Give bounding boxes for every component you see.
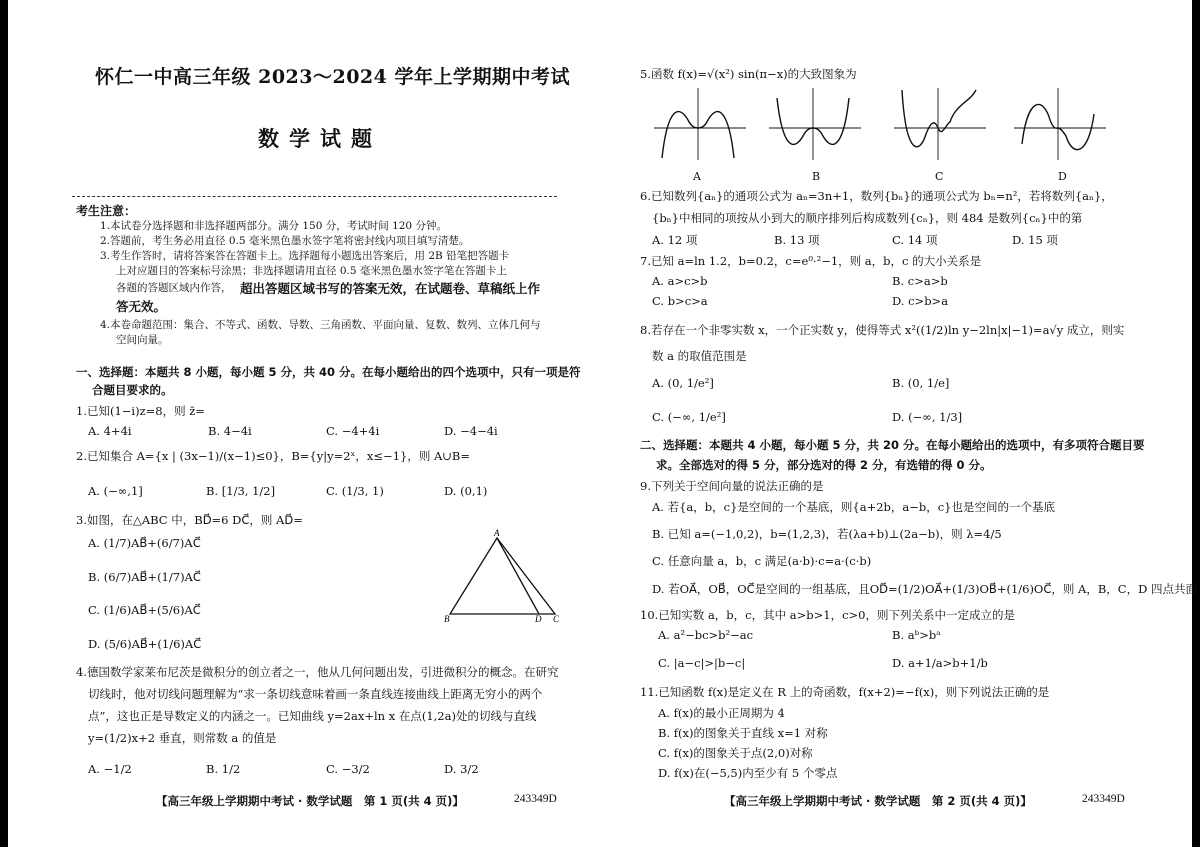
question-8: 8.若存在一个非零实数 x，一个正实数 y，使得等式 x²((1/2)ln y−2ln|x|−1)=a√y 成立，则实	[640, 323, 1125, 337]
page-2	[600, 0, 1200, 847]
graph-option-c	[890, 84, 990, 162]
notice-item: 上对应题目的答案标号涂黑；非选择题请用直径 0.5 毫米黑色墨水签字笔在答题卡上	[116, 265, 507, 277]
option-a: A. 4+4i	[88, 424, 132, 438]
option-b: B. 已知 a=(−1,0,2)，b=(1,2,3)，若(λa+b)⊥(2a−b)，则 λ=4/5	[652, 527, 1002, 541]
option-d: D. 15 项	[1012, 233, 1058, 247]
vertex-label-b: B	[444, 614, 450, 623]
question-11: 11.已知函数 f(x)是定义在 R 上的奇函数，f(x+2)=−f(x)，则下列说法正确的是	[640, 685, 1050, 699]
option-d: D. (−∞, 1/3]	[892, 410, 963, 424]
option-d: D. 3/2	[444, 762, 479, 776]
option-d: D. f(x)在(−5,5)内至少有 5 个零点	[658, 766, 838, 780]
option-b: B. [1/3, 1/2]	[206, 484, 276, 498]
notice-emphasis: 超出答题区域书写的答案无效，在试题卷、草稿纸上作	[240, 281, 541, 296]
option-d: D. (0,1)	[444, 484, 488, 498]
notice-item: 空间向量。	[116, 334, 169, 346]
graph-label-a: A	[693, 170, 701, 183]
option-b: B. (0, 1/e]	[892, 376, 950, 390]
question-9: 9.下列关于空间向量的说法正确的是	[640, 479, 824, 493]
graph-option-b	[765, 84, 865, 162]
option-a: A. (−∞,1]	[88, 484, 143, 498]
question-8-line: 数 a 的取值范围是	[652, 349, 747, 363]
divider	[72, 196, 557, 197]
question-5: 5.函数 f(x)=√(x²) sin(π−x)的大致图象为	[640, 67, 857, 81]
option-c: C. 14 项	[892, 233, 938, 247]
notice-item: 3.考生作答时，请将答案答在答题卡上。选择题每小题选出答案后，用 2B 铅笔把答题卡	[100, 250, 510, 262]
option-c: C. (−∞, 1/e²]	[652, 410, 726, 424]
graph-label-b: B	[812, 170, 821, 183]
vertex-label-d: D	[535, 614, 542, 623]
exam-code: 243349D	[1082, 793, 1125, 805]
question-3: 3.如图，在△ABC 中，BD⃗=6 DC⃗，则 AD⃗=	[76, 513, 303, 527]
section-2-heading: 求。全部选对的得 5 分，部分选对的得 2 分，有选错的得 0 分。	[656, 458, 992, 472]
option-c: C. (1/6)AB⃗+(5/6)AC⃗	[88, 603, 201, 617]
question-4-line: 点”，这也正是导数定义的内涵之一。已知曲线 y=2ax+ln x 在点(1,2a)处的切线与直线	[88, 709, 537, 723]
section-1-heading: 合题目要求的。	[92, 383, 173, 397]
question-6: 6.已知数列{aₙ}的通项公式为 aₙ=3n+1，数列{bₙ}的通项公式为 bₙ=n²，若将数列{aₙ}，	[640, 189, 1113, 203]
graph-option-d	[1010, 84, 1110, 162]
notice-item: 各题的答题区域内作答，	[116, 282, 232, 294]
notice-heading: 考生注意：	[76, 204, 137, 218]
question-1: 1.已知(1−i)z=8，则 z̄=	[76, 404, 205, 418]
option-c: C. f(x)的图象关于点(2,0)对称	[658, 746, 813, 760]
option-a: A. (0, 1/e²]	[652, 376, 714, 390]
page-footer: 【高三年级上学期期中考试 · 数学试题 第 2 页(共 4 页)】	[724, 794, 1032, 808]
exam-code: 243349D	[514, 793, 557, 805]
page-footer: 【高三年级上学期期中考试 · 数学试题 第 1 页(共 4 页)】	[156, 794, 464, 808]
option-a: A. a>c>b	[652, 274, 708, 288]
question-6-line: {bₙ}中相同的项按从小到大的顺序排列后构成数列{cₙ}，则 484 是数列{cₙ}中的第	[652, 211, 1083, 225]
option-a: A. 若{a，b，c}是空间的一个基底，则{a+2b，a−b，c}也是空间的一个基底	[652, 500, 1056, 514]
option-a: A. f(x)的最小正周期为 4	[658, 706, 785, 720]
option-b: B. 1/2	[206, 762, 241, 776]
notice-emphasis: 答无效。	[116, 299, 167, 314]
question-10: 10.已知实数 a，b，c，其中 a>b>1，c>0，则下列关系中一定成立的是	[640, 608, 1015, 622]
graph-option-a	[650, 84, 750, 162]
vertex-label-c: C	[553, 614, 560, 623]
question-7: 7.已知 a=ln 1.2，b=0.2，c=e⁰·²−1，则 a，b，c 的大小关系是	[640, 254, 982, 268]
option-d: D. (5/6)AB⃗+(1/6)AC⃗	[88, 637, 202, 651]
option-a: A. −1/2	[88, 762, 132, 776]
option-a: A. a²−bc>b²−ac	[658, 628, 754, 642]
section-1-heading: 一、选择题：本题共 8 小题，每小题 5 分，共 40 分。在每小题给出的四个选项中，只有一项是符	[76, 365, 581, 379]
scan-edge-right	[1192, 0, 1200, 847]
option-c: C. −4+4i	[326, 424, 380, 438]
section-2-heading: 二、选择题：本题共 4 小题，每小题 5 分，共 20 分。在每小题给出的选项中，有多项符合题目要	[640, 438, 1145, 452]
notice-item: 2.答题前，考生务必用直径 0.5 毫米黑色墨水签字笔将密封线内项目填写清楚。	[100, 235, 470, 247]
option-b: B. c>a>b	[892, 274, 948, 288]
option-a: A. 12 项	[652, 233, 698, 247]
option-d: D. a+1/a>b+1/b	[892, 656, 988, 670]
graph-label-d: D	[1058, 170, 1067, 183]
option-b: B. (6/7)AB⃗+(1/7)AC⃗	[88, 570, 201, 584]
triangle-figure	[440, 528, 565, 623]
option-b: B. 13 项	[774, 233, 820, 247]
exam-title: 怀仁一中高三年级 2023～2024 学年上学期期中考试	[95, 66, 570, 88]
exam-subtitle: 数学试题	[258, 126, 382, 151]
question-2: 2.已知集合 A={x | (3x−1)/(x−1)≤0}，B={y|y=2ˣ，x≤−1}，则 A∪B=	[76, 449, 471, 463]
option-d: D. −4−4i	[444, 424, 498, 438]
option-b: B. f(x)的图象关于直线 x=1 对称	[658, 726, 828, 740]
vertex-label-a: A	[494, 528, 500, 538]
option-d: D. c>b>a	[892, 294, 949, 308]
graph-label-c: C	[935, 170, 944, 183]
option-b: B. 4−4i	[208, 424, 252, 438]
question-4: 4.德国数学家莱布尼茨是微积分的创立者之一，他从几何问题出发，引进微积分的概念。在研究	[76, 665, 559, 679]
option-c: C. −3/2	[326, 762, 370, 776]
option-c: C. 任意向量 a，b，c 满足(a·b)·c=a·(c·b)	[652, 554, 872, 568]
option-c: C. |a−c|>|b−c|	[658, 656, 746, 670]
option-d: D. 若OA⃗，OB⃗，OC⃗是空间的一组基底，且OD⃗=(1/2)OA⃗+(1/3)OB⃗+(1/6)OC⃗，则 A，B，C，D 四点共面	[652, 582, 1197, 596]
notice-item: 1.本试卷分选择题和非选择题两部分。满分 150 分，考试时间 120 分钟。	[100, 220, 447, 232]
question-4-line: y=(1/2)x+2 垂直，则常数 a 的值是	[88, 731, 277, 745]
scan-edge-left	[0, 0, 8, 847]
option-a: A. (1/7)AB⃗+(6/7)AC⃗	[88, 536, 201, 550]
option-c: C. (1/3, 1)	[326, 484, 384, 498]
option-c: C. b>c>a	[652, 294, 708, 308]
notice-item: 4.本卷命题范围：集合、不等式、函数、导数、三角函数、平面向量、复数、数列、立体几何与	[100, 319, 541, 331]
option-b: B. aᵇ>bᵃ	[892, 628, 941, 642]
question-4-line: 切线时，他对切线问题理解为“求一条切线意味着画一条直线连接曲线上距离无穷小的两个	[88, 687, 543, 701]
